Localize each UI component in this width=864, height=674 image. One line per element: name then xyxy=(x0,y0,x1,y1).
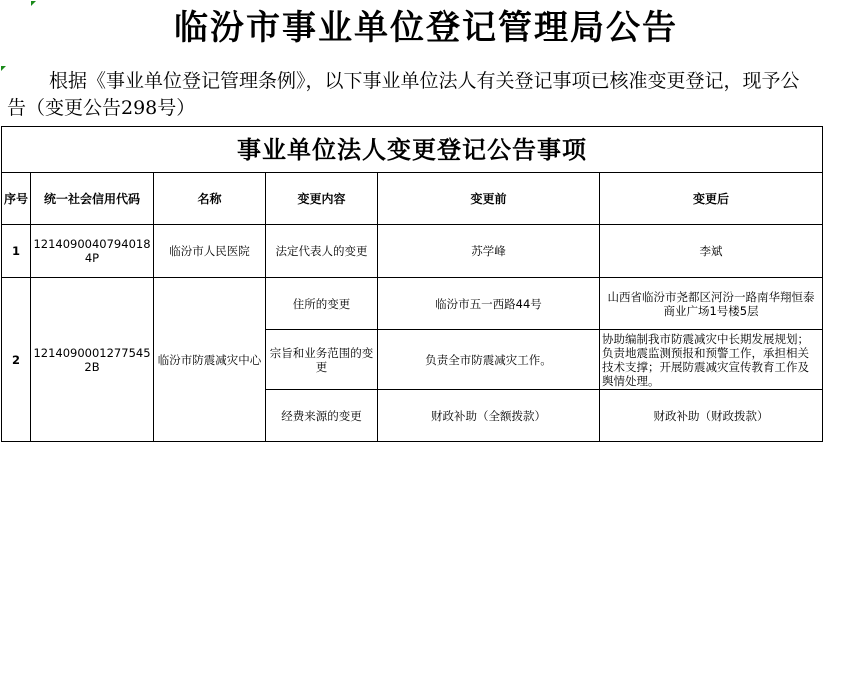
before-value: 苏学峰 xyxy=(378,225,600,278)
change-item: 法定代表人的变更 xyxy=(266,225,378,278)
after-value: 李斌 xyxy=(600,225,823,278)
credit-code: 12140900407940184P xyxy=(31,225,154,278)
table-caption: 事业单位法人变更登记公告事项 xyxy=(2,127,823,173)
header-name: 名称 xyxy=(154,173,266,225)
credit-code: 12140900012775452B xyxy=(31,278,154,442)
table-row xyxy=(2,278,823,330)
after-value: 山西省临汾市尧都区河汾一路南华翔恒泰商业广场1号楼5层 xyxy=(600,278,823,330)
before-value: 临汾市五一西路44号 xyxy=(378,278,600,330)
table-row xyxy=(2,225,823,278)
before-value: 财政补助（全额拨款） xyxy=(378,390,600,442)
header-no: 序号 xyxy=(2,173,31,225)
change-item: 住所的变更 xyxy=(266,278,378,330)
cell-marker xyxy=(1,66,6,71)
change-item: 经费来源的变更 xyxy=(266,390,378,442)
row-number: 1 xyxy=(2,225,31,278)
before-value: 负责全市防震减灾工作。 xyxy=(378,330,600,390)
header-change-item: 变更内容 xyxy=(266,173,378,225)
header-before: 变更前 xyxy=(378,173,600,225)
unit-name: 临汾市人民医院 xyxy=(154,225,266,278)
page-title: 临汾市事业单位登记管理局公告 xyxy=(174,8,678,48)
unit-name: 临汾市防震减灾中心 xyxy=(154,278,266,442)
after-value: 协助编制我市防震减灾中长期发展规划；负责地震监测预报和预警工作，承担相关技术支撑；开展防震减灾宣传教育工作及舆情处理。 xyxy=(600,330,823,390)
change-table xyxy=(1,126,823,442)
after-value: 财政补助（财政拨款） xyxy=(600,390,823,442)
header-code: 统一社会信用代码 xyxy=(31,173,154,225)
change-item: 宗旨和业务范围的变更 xyxy=(266,330,378,390)
row-number: 2 xyxy=(2,278,31,442)
header-after: 变更后 xyxy=(600,173,823,225)
intro-paragraph: 根据《事业单位登记管理条例》，以下事业单位法人有关登记事项已核准变更登记，现予公告（变更公告298号） xyxy=(7,70,800,119)
